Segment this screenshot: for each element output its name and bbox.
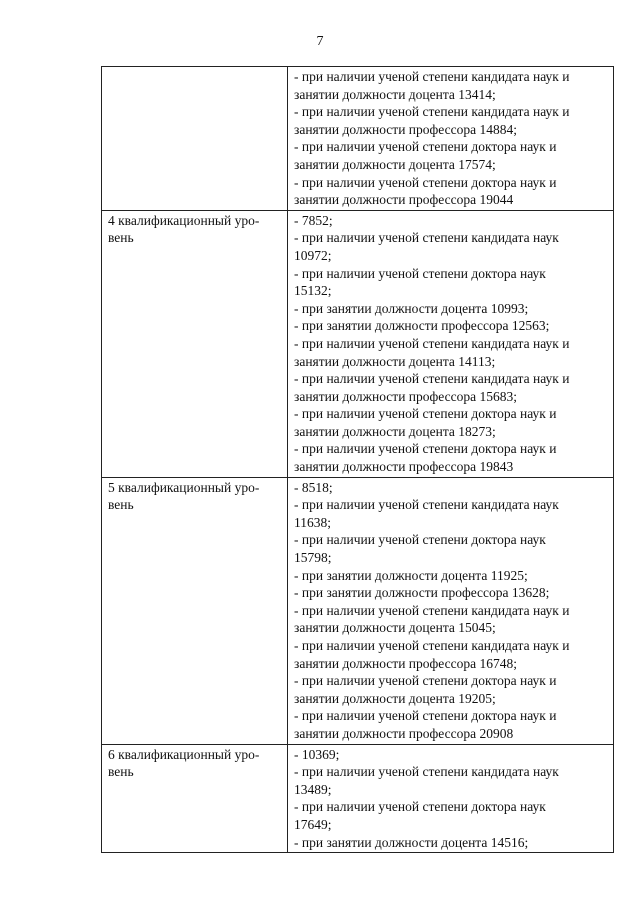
salary-line: - при наличии ученой степени кандидата наук и [294,371,570,387]
table-row [102,67,614,211]
level-cell [102,477,288,744]
salary-line: занятии должности доцента 15045; [294,620,496,636]
salary-line: 15132; [294,283,332,299]
salary-line: - при занятии должности доцента 11925; [294,567,528,583]
salary-line: - 8518; [294,479,333,495]
qualification-level-label: 4 квалификационный уро- вень [108,212,260,246]
salary-line: - при наличии ученой степени кандидата наук и [294,69,570,84]
level-cell [102,744,288,853]
qualification-table [101,66,614,853]
salary-line: занятии должности профессора 19843 [294,459,514,475]
salary-line: - 10369; [294,746,340,762]
salary-line: - при наличии ученой степени доктора наук и [294,708,557,724]
salary-line: - при наличии ученой степени кандидата наук [294,764,559,780]
salary-line: 15798; [294,550,332,566]
salary-line: - при наличии ученой степени доктора наук [294,799,546,815]
salary-line: занятии должности профессора 19044 [294,192,514,208]
salary-line: - при наличии ученой степени кандидата наук и [294,602,570,618]
salary-line: - при наличии ученой степени кандидата наук и [294,335,570,351]
salary-line: - при наличии ученой степени кандидата наук [294,230,559,246]
salary-values-cell [288,210,614,477]
salary-line: занятии должности доцента 19205; [294,690,496,706]
salary-line: - при наличии ученой степени доктора наук и [294,139,557,155]
salary-values-cell [288,67,614,211]
salary-values-cell [288,477,614,744]
salary-values-cell [288,744,614,853]
salary-line: 10972; [294,247,332,263]
salary-line: - при наличии ученой степени кандидата наук и [294,638,570,653]
salary-line: - при занятии должности профессора 12563; [294,318,550,334]
salary-line: занятии должности профессора 16748; [294,655,517,671]
qualification-level-label: 5 квалификационный уро- вень [108,479,260,513]
salary-line: - при наличии ученой степени доктора наук и [294,441,557,457]
salary-line: - при наличии ученой степени кандидата наук [294,497,559,513]
qualification-level-label: 6 квалификационный уро- вень [108,746,260,780]
page-number: 7 [316,34,324,49]
level-cell [102,67,288,211]
table-row [102,477,614,744]
table-row [102,744,614,853]
salary-line: занятии должности доцента 18273; [294,423,496,439]
salary-line: занятии должности доцента 17574; [294,156,496,172]
level-cell [102,210,288,477]
salary-line: - при наличии ученой степени кандидата наук и [294,104,570,120]
salary-line: - при наличии ученой степени доктора наук [294,265,546,281]
table-row [102,210,614,477]
salary-line: занятии должности профессора 14884; [294,121,517,137]
table-body [102,67,614,853]
salary-line: - 7852; [294,212,333,228]
salary-line: 13489; [294,781,332,797]
salary-line: - при наличии ученой степени доктора наук и [294,406,557,422]
salary-line: - при занятии должности профессора 13628; [294,585,550,601]
salary-line: - при занятии должности доцента 10993; [294,300,529,316]
salary-line: занятии должности профессора 15683; [294,388,517,404]
salary-line: 17649; [294,816,332,832]
salary-line: - при наличии ученой степени доктора наук и [294,673,557,689]
salary-line: - при занятии должности доцента 14516; [294,834,529,850]
salary-line: - при наличии ученой степени доктора наук и [294,174,557,190]
salary-line: занятии должности профессора 20908 [294,725,514,741]
salary-line: - при наличии ученой степени доктора наук [294,532,546,548]
salary-line: занятии должности доцента 13414; [294,86,496,102]
salary-line: занятии должности доцента 14113; [294,353,496,369]
salary-line: 11638; [294,514,331,530]
